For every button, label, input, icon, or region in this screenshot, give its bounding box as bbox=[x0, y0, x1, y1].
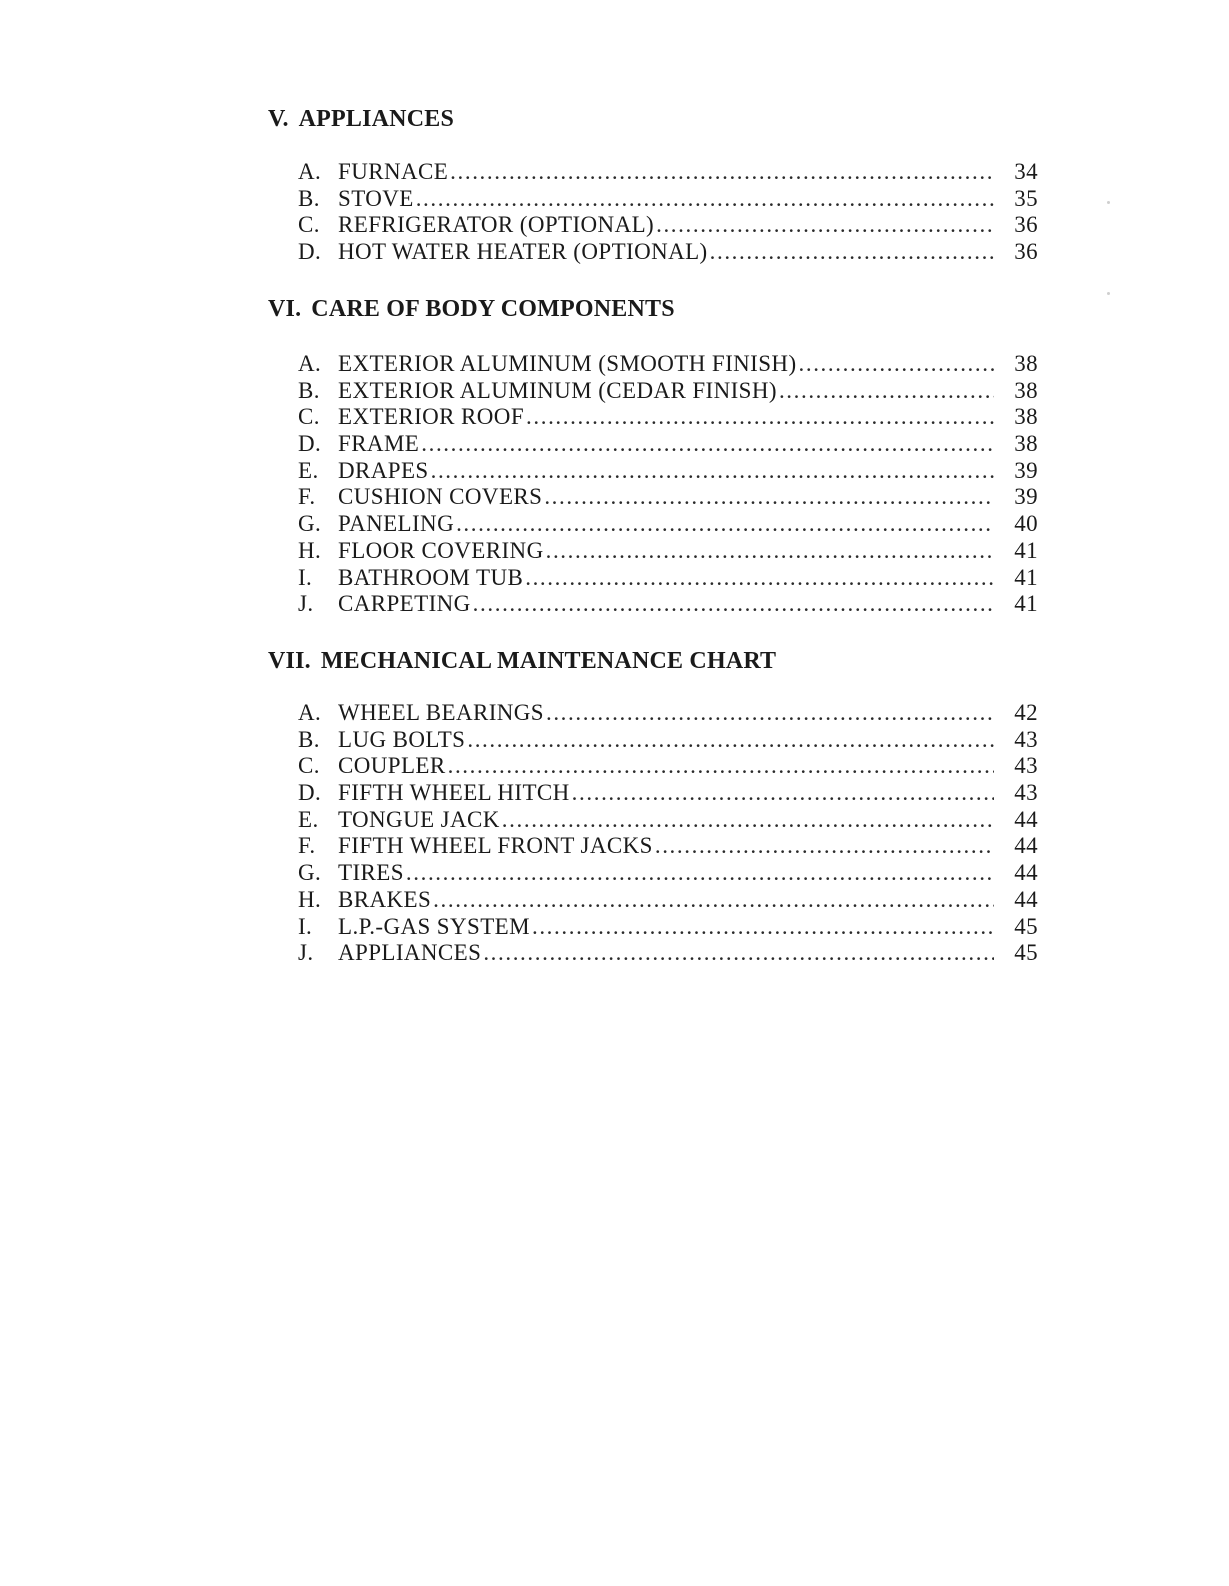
dot-leader bbox=[655, 833, 994, 860]
entry-letter: C. bbox=[298, 404, 320, 430]
entry-label: EXTERIOR ALUMINUM (CEDAR FINISH) bbox=[338, 377, 777, 403]
section-heading bbox=[268, 646, 1048, 676]
toc-section-appliances bbox=[268, 104, 1048, 266]
entry-page-number: 39 bbox=[1014, 484, 1038, 510]
toc-entry bbox=[268, 484, 1048, 511]
dot-leader bbox=[502, 807, 994, 834]
toc-entry bbox=[268, 780, 1048, 807]
entry-label: LUG BOLTS bbox=[338, 726, 466, 752]
entry-letter: H. bbox=[298, 537, 322, 563]
entry-page-number: 43 bbox=[1014, 780, 1038, 806]
toc-entry bbox=[268, 727, 1048, 754]
dot-leader bbox=[546, 700, 994, 727]
dot-leader bbox=[456, 511, 994, 538]
entry-label: FIFTH WHEEL FRONT JACKS bbox=[338, 833, 653, 859]
dot-leader bbox=[779, 378, 994, 405]
section-title: MECHANICAL MAINTENANCE CHART bbox=[320, 648, 777, 674]
entry-label: STOVE bbox=[338, 185, 414, 211]
entry-letter: F. bbox=[298, 833, 316, 859]
entry-letter: E. bbox=[298, 457, 319, 483]
entry-letter: C. bbox=[298, 212, 320, 238]
entry-label: TIRES bbox=[338, 860, 404, 886]
dot-leader bbox=[421, 431, 994, 458]
entry-page-number: 42 bbox=[1014, 700, 1038, 725]
entry-label: PANELING bbox=[338, 511, 455, 537]
toc-section-care-of-body-components bbox=[268, 294, 1048, 618]
toc-entry bbox=[268, 378, 1048, 405]
entry-page-number: 45 bbox=[1014, 940, 1038, 966]
entry-letter: C. bbox=[298, 753, 320, 779]
entry-label: TONGUE JACK bbox=[338, 806, 500, 832]
entry-label: FIFTH WHEEL HITCH bbox=[338, 780, 570, 806]
dot-leader bbox=[416, 186, 994, 213]
entry-page-number: 39 bbox=[1014, 457, 1038, 483]
entry-label: HOT WATER HEATER (OPTIONAL) bbox=[338, 239, 708, 265]
dot-leader bbox=[572, 780, 994, 807]
dot-leader bbox=[467, 727, 994, 754]
dot-leader bbox=[473, 591, 994, 618]
dot-leader bbox=[799, 351, 995, 378]
toc-entry-list bbox=[268, 351, 1048, 618]
entry-page-number: 38 bbox=[1014, 351, 1038, 376]
toc-entry bbox=[268, 914, 1048, 941]
section-title: CARE OF BODY COMPONENTS bbox=[311, 296, 675, 322]
entry-letter: H. bbox=[298, 886, 322, 912]
scan-speck bbox=[1107, 201, 1110, 204]
toc-entry-list bbox=[268, 700, 1048, 967]
toc-entry bbox=[268, 212, 1048, 239]
dot-leader bbox=[431, 458, 994, 485]
toc-entry bbox=[268, 458, 1048, 485]
entry-page-number: 41 bbox=[1014, 591, 1038, 617]
entry-letter: F. bbox=[298, 484, 316, 510]
entry-letter: B. bbox=[298, 726, 320, 752]
toc-entry bbox=[268, 591, 1048, 618]
entry-label: BRAKES bbox=[338, 886, 432, 912]
entry-letter: J. bbox=[298, 940, 314, 966]
entry-label: CARPETING bbox=[338, 591, 471, 617]
entry-letter: G. bbox=[298, 860, 322, 886]
entry-letter: E. bbox=[298, 806, 319, 832]
entry-label: EXTERIOR ROOF bbox=[338, 404, 525, 430]
section-number: V. bbox=[268, 106, 289, 132]
dot-leader bbox=[526, 404, 994, 431]
entry-letter: I. bbox=[298, 564, 313, 590]
entry-page-number: 44 bbox=[1014, 833, 1038, 859]
entry-letter: B. bbox=[298, 377, 320, 403]
entry-letter: D. bbox=[298, 431, 322, 457]
toc-entry bbox=[268, 186, 1048, 213]
toc-entry bbox=[268, 565, 1048, 592]
dot-leader bbox=[406, 860, 994, 887]
entry-label: FURNACE bbox=[338, 159, 449, 184]
toc-entry bbox=[268, 887, 1048, 914]
toc-entry bbox=[268, 239, 1048, 266]
dot-leader bbox=[483, 940, 994, 967]
toc-entry bbox=[268, 511, 1048, 538]
toc-entry bbox=[268, 538, 1048, 565]
entry-letter: A. bbox=[298, 700, 322, 725]
entry-letter: B. bbox=[298, 185, 320, 211]
dot-leader bbox=[433, 887, 994, 914]
entry-page-number: 40 bbox=[1014, 511, 1038, 537]
entry-page-number: 43 bbox=[1014, 726, 1038, 752]
toc-entry bbox=[268, 753, 1048, 780]
toc-entry bbox=[268, 860, 1048, 887]
entry-letter: J. bbox=[298, 591, 314, 617]
entry-page-number: 44 bbox=[1014, 886, 1038, 912]
toc-section-mechanical-maintenance-chart bbox=[268, 646, 1048, 967]
entry-page-number: 44 bbox=[1014, 860, 1038, 886]
entry-letter: A. bbox=[298, 159, 322, 184]
section-number: VII. bbox=[268, 648, 311, 674]
toc-entry bbox=[268, 159, 1048, 186]
entry-label: FRAME bbox=[338, 431, 420, 457]
entry-page-number: 45 bbox=[1014, 913, 1038, 939]
entry-page-number: 41 bbox=[1014, 564, 1038, 590]
entry-page-number: 41 bbox=[1014, 537, 1038, 563]
entry-label: REFRIGERATOR (OPTIONAL) bbox=[338, 212, 655, 238]
toc-entry bbox=[268, 807, 1048, 834]
entry-letter: G. bbox=[298, 511, 322, 537]
section-title: APPLIANCES bbox=[298, 106, 454, 132]
entry-label: EXTERIOR ALUMINUM (SMOOTH FINISH) bbox=[338, 351, 797, 376]
entry-page-number: 38 bbox=[1014, 404, 1038, 430]
dot-leader bbox=[710, 239, 994, 266]
section-heading bbox=[268, 104, 1048, 134]
entry-letter: A. bbox=[298, 351, 322, 376]
toc-entry bbox=[268, 351, 1048, 378]
toc-entry bbox=[268, 833, 1048, 860]
dot-leader bbox=[525, 565, 994, 592]
dot-leader bbox=[544, 484, 994, 511]
entry-page-number: 38 bbox=[1014, 377, 1038, 403]
dot-leader bbox=[450, 159, 994, 186]
dot-leader bbox=[448, 753, 994, 780]
dot-leader bbox=[532, 914, 994, 941]
toc-entry bbox=[268, 940, 1048, 967]
entry-page-number: 35 bbox=[1014, 185, 1038, 211]
dot-leader bbox=[656, 212, 994, 239]
entry-label: FLOOR COVERING bbox=[338, 537, 544, 563]
entry-label: DRAPES bbox=[338, 457, 429, 483]
entry-page-number: 34 bbox=[1014, 159, 1038, 184]
entry-page-number: 38 bbox=[1014, 431, 1038, 457]
toc-entry bbox=[268, 700, 1048, 727]
toc-entry-list bbox=[268, 159, 1048, 266]
entry-label: COUPLER bbox=[338, 753, 446, 779]
entry-page-number: 36 bbox=[1014, 212, 1038, 238]
entry-label: WHEEL BEARINGS bbox=[338, 700, 544, 725]
entry-label: L.P.-GAS SYSTEM bbox=[338, 913, 530, 939]
entry-page-number: 43 bbox=[1014, 753, 1038, 779]
entry-label: BATHROOM TUB bbox=[338, 564, 524, 590]
toc-entry bbox=[268, 431, 1048, 458]
entry-page-number: 36 bbox=[1014, 239, 1038, 265]
entry-label: CUSHION COVERS bbox=[338, 484, 543, 510]
toc-entry bbox=[268, 404, 1048, 431]
entry-label: APPLIANCES bbox=[338, 940, 482, 966]
section-heading bbox=[268, 294, 1048, 324]
entry-letter: D. bbox=[298, 780, 322, 806]
entry-letter: I. bbox=[298, 913, 313, 939]
entry-page-number: 44 bbox=[1014, 806, 1038, 832]
dot-leader bbox=[546, 538, 994, 565]
scan-speck bbox=[1107, 292, 1110, 295]
entry-letter: D. bbox=[298, 239, 322, 265]
section-number: VI. bbox=[268, 296, 302, 322]
